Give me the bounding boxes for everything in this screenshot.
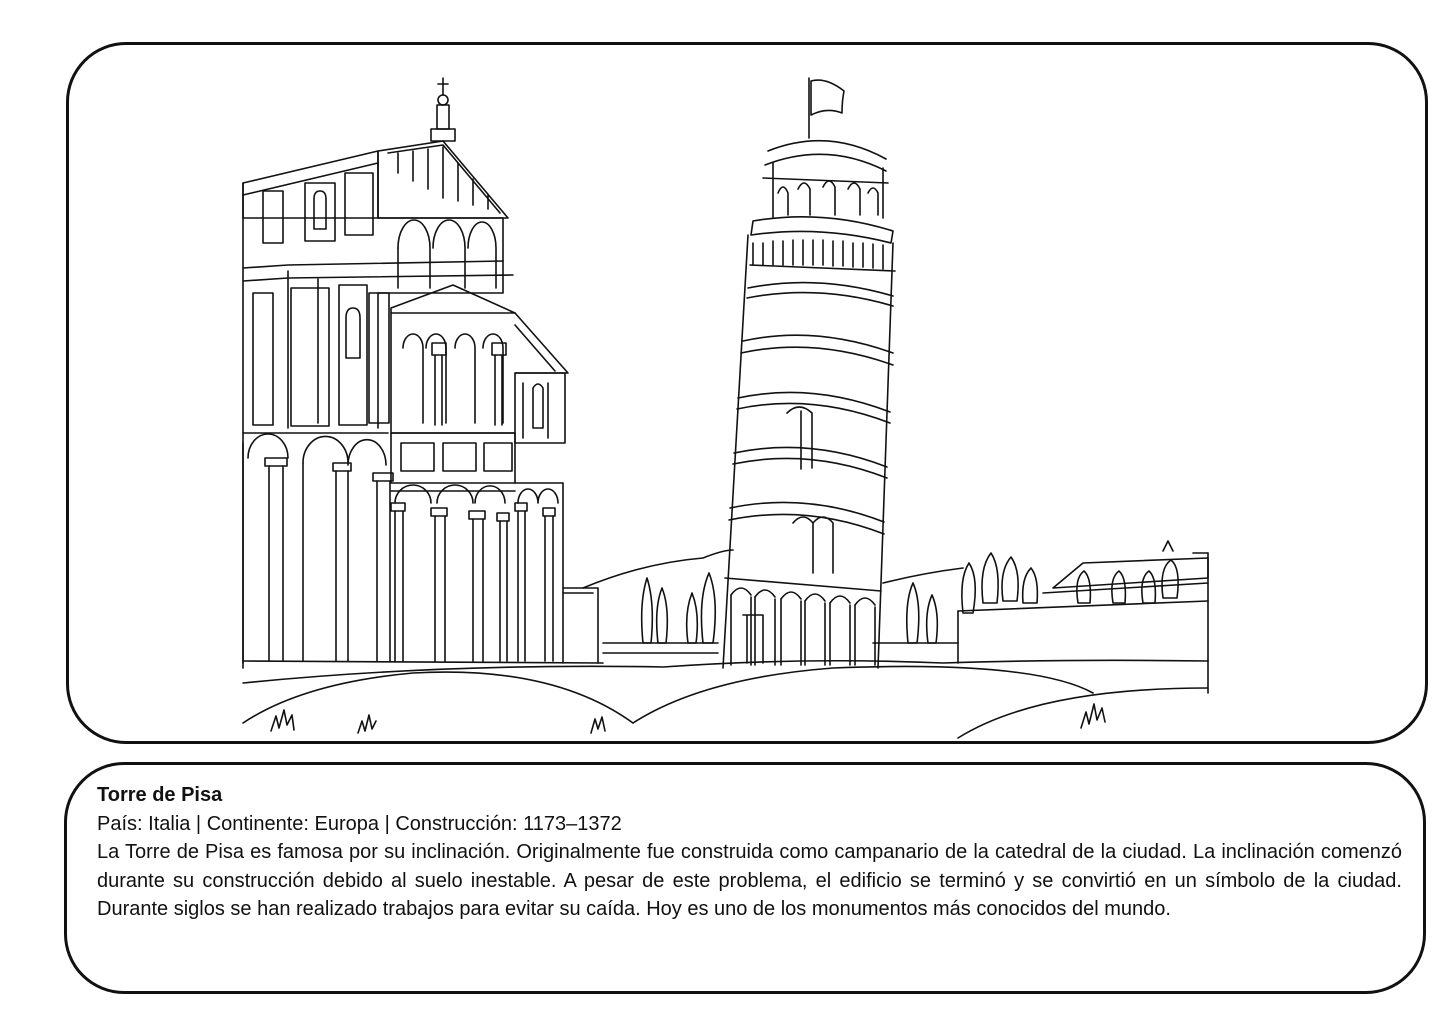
- leaning-tower-drawing: [723, 78, 895, 668]
- monument-title: Torre de Pisa: [97, 784, 223, 806]
- monument-meta: País: Italia | Continente: Europa | Construcción: 1173–1372: [97, 812, 622, 835]
- illustration-card: [66, 42, 1428, 744]
- info-text-block: [97, 781, 1402, 924]
- tower-of-pisa-illustration: [69, 45, 1428, 744]
- info-card: [64, 762, 1426, 994]
- monument-description: La Torre de Pisa es famosa por su inclinación. Originalmente fue construida como campanario de la catedral de la ciudad. La inclinación comenzó durante su construcción debido al suelo inestable. A pesar de este problema, el edificio se terminó y se convirtió en un símbolo de la ciudad. Durante siglos se han realizado trabajos para evitar su caída. Hoy es uno de los monumentos más conocidos del mundo.: [97, 841, 1402, 920]
- cathedral-drawing: [243, 78, 603, 668]
- landscape-drawing: [243, 541, 1208, 738]
